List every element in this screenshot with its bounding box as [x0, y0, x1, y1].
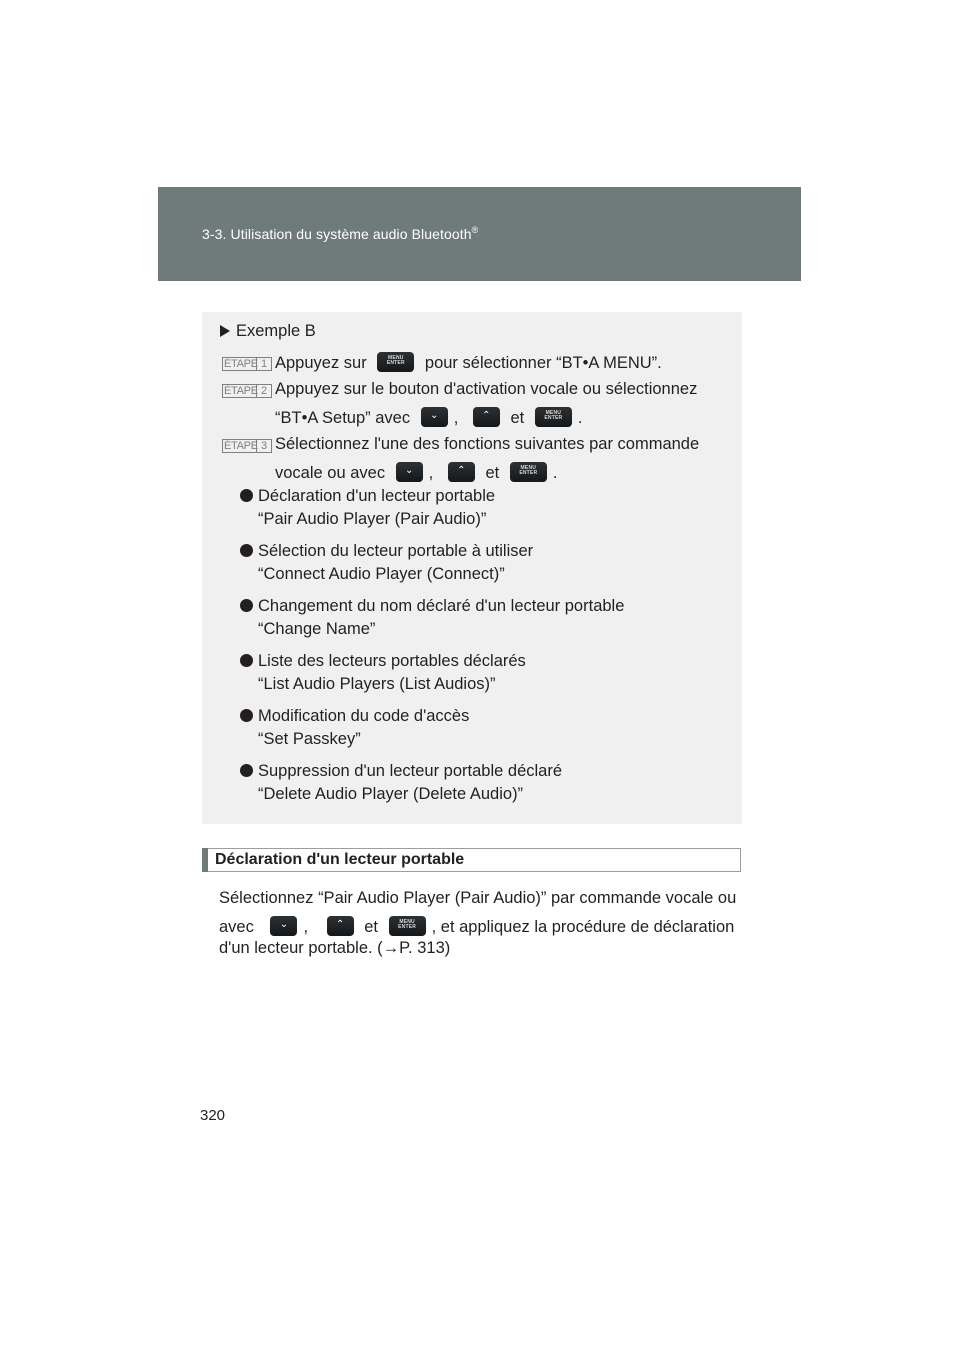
key-label-enter: ENTER — [386, 360, 405, 366]
step-badge-label: ÉTAPE — [224, 358, 258, 370]
sep-et: et — [510, 409, 525, 427]
bullet-command: “Connect Audio Player (Connect)” — [258, 565, 505, 583]
chapter-title-text: 3-3. Utilisation du système audio Bluetooth — [202, 226, 472, 242]
step-3-badge — [222, 439, 272, 453]
list-item — [240, 487, 495, 529]
chapter-title — [202, 225, 478, 242]
key-label-enter: ENTER — [544, 415, 563, 421]
chevron-down-icon: ⌄ — [429, 410, 439, 421]
chevron-up-icon: ⌃ — [482, 410, 491, 421]
sep-et: et — [485, 464, 500, 482]
key-label-enter: ENTER — [519, 470, 538, 476]
list-item — [240, 542, 533, 584]
step-1-pre: Appuyez sur — [275, 354, 367, 372]
section-accent-bar — [202, 848, 208, 872]
up-key-icon — [327, 916, 354, 936]
example-box — [202, 312, 742, 824]
sep-period: . — [552, 464, 558, 482]
section-heading — [202, 848, 741, 872]
chapter-header — [158, 187, 801, 281]
example-title-text: Exemple B — [236, 322, 316, 340]
step-2-badge — [222, 384, 272, 398]
menu-enter-key-icon — [377, 352, 414, 372]
step-1-text — [275, 352, 662, 373]
step-3-pre: vocale ou avec — [275, 464, 386, 482]
sep-comma: , — [453, 409, 459, 427]
bullet-command: “Pair Audio Player (Pair Audio)” — [258, 510, 487, 528]
section-line1-text: Sélectionnez “Pair Audio Player (Pair Audio)” par commande vocale ou — [219, 889, 737, 907]
bullet-label: Liste des lecteurs portables déclarés — [258, 652, 526, 670]
section-para-line1 — [219, 889, 738, 908]
chevron-up-icon: ⌃ — [335, 919, 345, 930]
section-line3-text: d'un lecteur portable. (→P. 313) — [219, 939, 451, 957]
chevron-down-icon: ⌄ — [279, 919, 289, 930]
section-para-line3 — [219, 939, 738, 958]
list-item — [240, 652, 526, 694]
menu-enter-key-icon — [389, 916, 426, 936]
triangle-right-icon — [220, 325, 230, 337]
section-title: Déclaration d'un lecteur portable — [215, 851, 465, 868]
chevron-down-icon: ⌄ — [404, 465, 414, 476]
bullet-label: Déclaration d'un lecteur portable — [258, 487, 496, 505]
bullet-command: “Change Name” — [258, 620, 376, 638]
registered-mark: ® — [471, 225, 479, 235]
step-3-line1-text: Sélectionnez l'une des fonctions suivantes par commande — [275, 435, 700, 453]
sep-comma: , — [303, 918, 309, 936]
section-para-line2 — [219, 916, 738, 937]
key-label-menu: MENU — [399, 919, 415, 925]
step-2-line2 — [275, 407, 582, 428]
down-key-icon — [396, 462, 423, 482]
example-title — [220, 322, 316, 341]
key-label-menu: MENU — [388, 355, 404, 361]
down-key-icon — [270, 916, 297, 936]
bullet-command: “Set Passkey” — [258, 730, 361, 748]
step-1-post: pour sélectionner “BT•A MENU”. — [424, 354, 662, 372]
step-badge-number: 1 — [256, 358, 271, 370]
bullet-command: “Delete Audio Player (Delete Audio)” — [258, 785, 524, 803]
step-3-line2 — [275, 462, 557, 483]
step-badge-label: ÉTAPE — [224, 440, 258, 452]
step-3-line1 — [275, 435, 719, 454]
step-1-badge — [222, 357, 272, 371]
key-label-enter: ENTER — [398, 924, 417, 930]
menu-enter-key-icon — [535, 407, 572, 427]
bullet-label: Changement du nom déclaré d'un lecteur portable — [258, 597, 625, 615]
up-key-icon — [448, 462, 475, 482]
step-badge-number: 3 — [256, 440, 271, 452]
key-label-menu: MENU — [520, 465, 537, 471]
page-number: 320 — [200, 1107, 226, 1124]
bullet-icon — [240, 764, 253, 777]
sep-comma: , — [428, 464, 434, 482]
list-item — [240, 597, 624, 639]
bullet-label: Suppression d'un lecteur portable déclaré — [258, 762, 563, 780]
sep-et: et — [364, 918, 378, 936]
key-label-menu: MENU — [545, 410, 562, 416]
bullet-command: “List Audio Players (List Audios)” — [258, 675, 496, 693]
list-item — [240, 762, 562, 804]
step-2-pre: “BT•A Setup” avec — [275, 409, 411, 427]
section-line2-post: , et appliquez la procédure de déclaration — [431, 918, 735, 936]
step-2-line1-text: Appuyez sur le bouton d'activation vocale ou sélectionnez — [275, 380, 698, 398]
bullet-icon — [240, 544, 253, 557]
bullet-label: Sélection du lecteur portable à utiliser — [258, 542, 534, 560]
section-line2-pre: avec — [219, 918, 254, 936]
step-2-line1 — [275, 380, 719, 399]
menu-enter-key-icon — [510, 462, 547, 482]
bullet-label: Modification du code d'accès — [258, 707, 470, 725]
down-key-icon — [421, 407, 448, 427]
chevron-up-icon: ⌃ — [457, 465, 466, 476]
bullet-icon — [240, 654, 253, 667]
bullet-icon — [240, 489, 253, 502]
up-key-icon — [473, 407, 500, 427]
sep-period: . — [577, 409, 583, 427]
bullet-icon — [240, 599, 253, 612]
bullet-icon — [240, 709, 253, 722]
list-item — [240, 707, 469, 749]
step-badge-number: 2 — [256, 385, 271, 397]
step-badge-label: ÉTAPE — [224, 385, 258, 397]
